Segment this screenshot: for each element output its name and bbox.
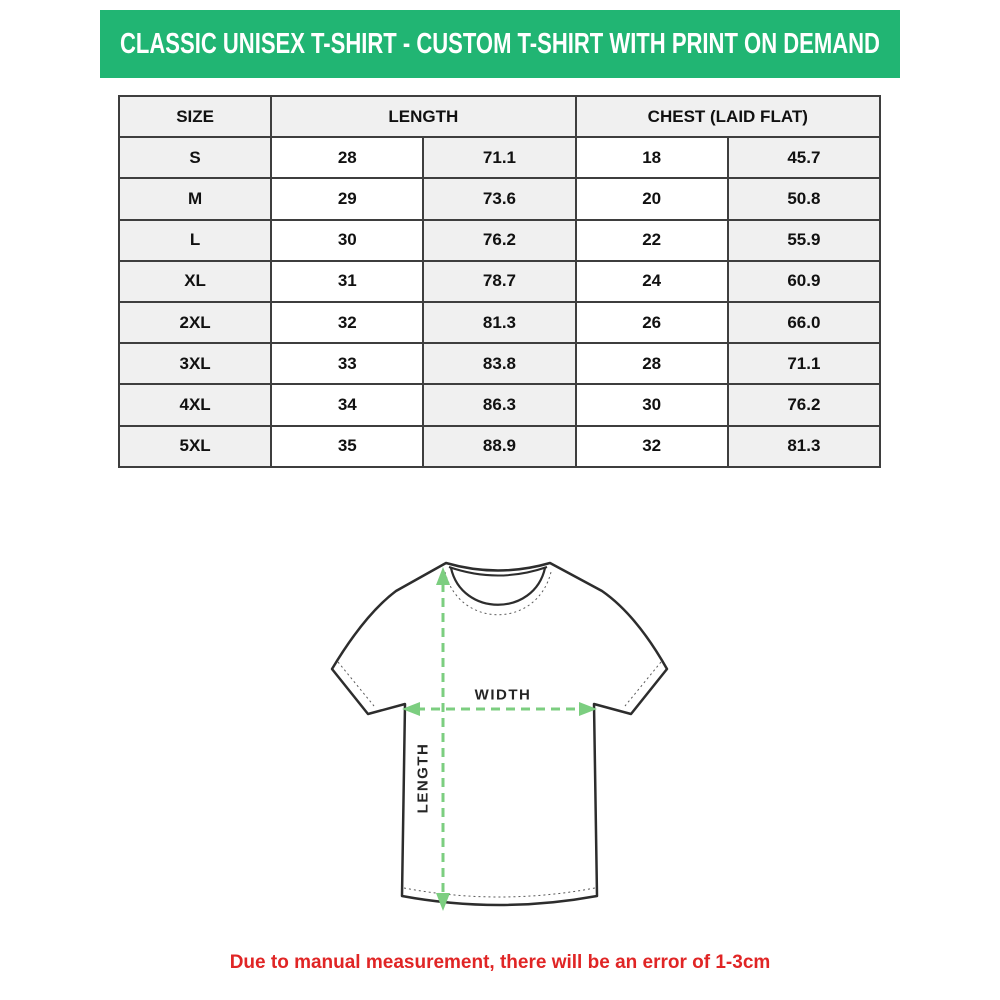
length-in-cell: 28 (271, 137, 423, 178)
size-cell: 3XL (119, 343, 271, 384)
size-cell: L (119, 220, 271, 261)
width-label: WIDTH (474, 686, 532, 704)
length-cm-cell: 88.9 (423, 426, 575, 467)
tshirt-outline (332, 563, 667, 905)
chest-cm-cell: 55.9 (728, 220, 880, 261)
chest-in-cell: 32 (576, 426, 728, 467)
length-cm-cell: 76.2 (423, 220, 575, 261)
chest-in-cell: 20 (576, 178, 728, 219)
table-row (119, 178, 880, 219)
length-in-cell: 31 (271, 261, 423, 302)
title-banner (100, 10, 900, 78)
chest-cm-cell: 45.7 (728, 137, 880, 178)
chest-cm-cell: 76.2 (728, 384, 880, 425)
header-length: LENGTH (271, 96, 575, 137)
chest-cm-cell: 81.3 (728, 426, 880, 467)
size-cell: M (119, 178, 271, 219)
length-in-cell: 35 (271, 426, 423, 467)
chest-cm-cell: 50.8 (728, 178, 880, 219)
length-cm-cell: 81.3 (423, 302, 575, 343)
table-row (119, 426, 880, 467)
tshirt-diagram (310, 545, 690, 945)
product-title: CLASSIC UNISEX T-SHIRT - CUSTOM T-SHIRT WITH PRINT ON DEMAND (120, 27, 880, 60)
chest-in-cell: 18 (576, 137, 728, 178)
length-cm-cell: 83.8 (423, 343, 575, 384)
chest-in-cell: 28 (576, 343, 728, 384)
chest-cm-cell: 66.0 (728, 302, 880, 343)
length-cm-cell: 86.3 (423, 384, 575, 425)
length-in-cell: 30 (271, 220, 423, 261)
chest-cm-cell: 71.1 (728, 343, 880, 384)
length-in-cell: 32 (271, 302, 423, 343)
length-in-cell: 33 (271, 343, 423, 384)
header-size: SIZE (119, 96, 271, 137)
chest-in-cell: 24 (576, 261, 728, 302)
size-cell: S (119, 137, 271, 178)
table-row (119, 343, 880, 384)
chest-cm-cell: 60.9 (728, 261, 880, 302)
size-cell: 4XL (119, 384, 271, 425)
table-row (119, 137, 880, 178)
length-cm-cell: 78.7 (423, 261, 575, 302)
chest-in-cell: 22 (576, 220, 728, 261)
header-chest: CHEST (LAID FLAT) (576, 96, 880, 137)
header-row (119, 96, 880, 137)
length-in-cell: 29 (271, 178, 423, 219)
size-cell: 5XL (119, 426, 271, 467)
chest-in-cell: 26 (576, 302, 728, 343)
table-row (119, 261, 880, 302)
size-chart-table (118, 95, 881, 468)
length-in-cell: 34 (271, 384, 423, 425)
size-cell: 2XL (119, 302, 271, 343)
length-label: LENGTH (414, 742, 432, 814)
measurement-note: Due to manual measurement, there will be an error of 1-3cm (229, 952, 771, 973)
chest-in-cell: 30 (576, 384, 728, 425)
table-row (119, 302, 880, 343)
length-cm-cell: 71.1 (423, 137, 575, 178)
length-cm-cell: 73.6 (423, 178, 575, 219)
table-row (119, 384, 880, 425)
size-cell: XL (119, 261, 271, 302)
table-row (119, 220, 880, 261)
